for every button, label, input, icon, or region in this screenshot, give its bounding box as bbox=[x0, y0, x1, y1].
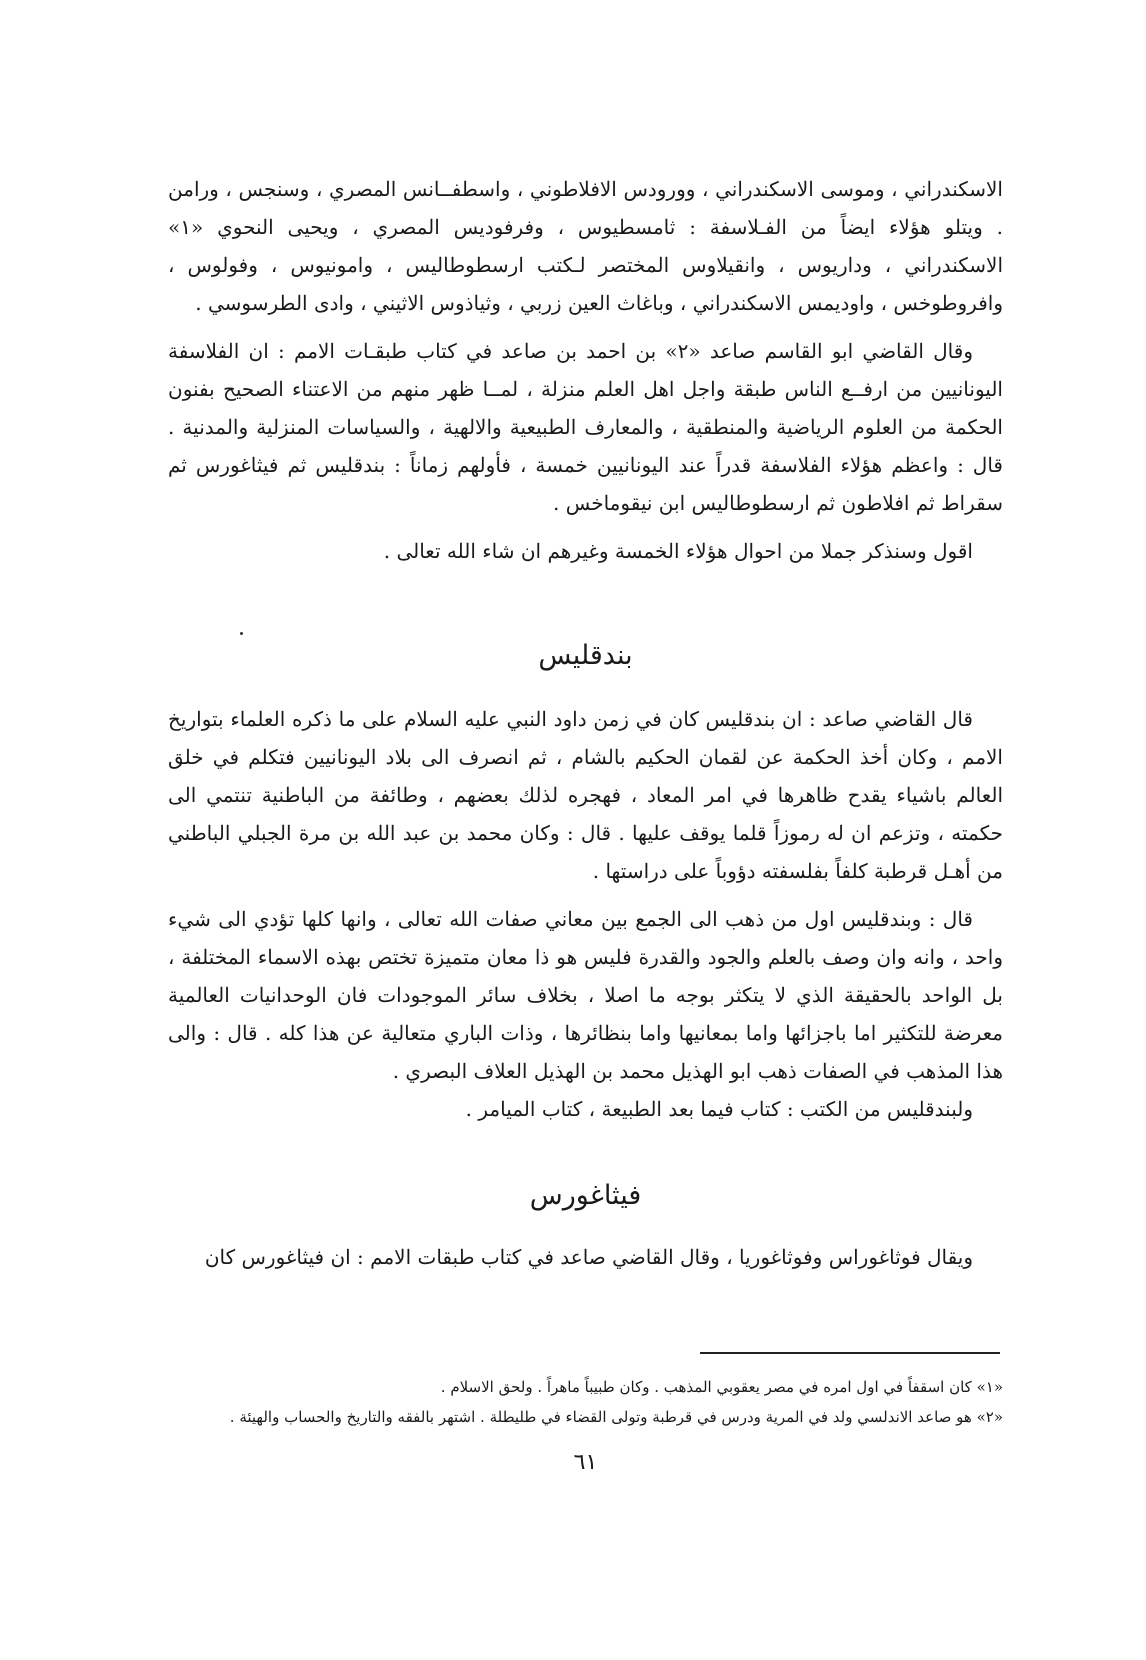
section-heading-empedocles: بندقليس bbox=[538, 640, 633, 671]
footnote-1: «١» كان اسقفاً في اول امره في مصر يعقوبي المذهب . وكان طبيباً ماهراً . ولحق الاسلام . bbox=[440, 1378, 1003, 1396]
section-1-paragraph-1: قال القاضي صاعد : ان بندقليس كان في زمن داود النبي عليه السلام على ما ذكره العلماء بتواريخ الامم ، وكان أخذ الحكمة عن لقمان الحكيم بالشام ، ثم انصرف الى بلاد اليونانيين فتكلم في خلق العالم باشياء يقدح ظاهرها في امر المعاد ، فهجره لذلك بعضهم ، وطائفة من الباطنية تنتمي الى حكمته ، وتزعم ان له رموزاً قلما يوقف عليها . قال : وكان محمد بن عبد الله بن مرة الجبلي الباطني من أهـل قرطبة كلفاً بفلسفته دؤوباً على دراستها . bbox=[168, 707, 1003, 883]
footnotes bbox=[168, 1372, 1003, 1432]
section-1-paragraph-3: ولبندقليس من الكتب : كتاب فيما بعد الطبيعة ، كتاب الميامر . bbox=[465, 1097, 973, 1121]
intro-paragraph-1: الاسكندراني ، وموسى الاسكندراني ، وورودس الافلاطوني ، واسطفــانس المصري ، وسنجس ، ورامن . ويتلو هؤلاء ايضاً من الفـلاسفة : ثامسطيوس ، وفرفوديس المصري ، ويحيى النحوي «١» الاسكندراني ، وداريوس ، وانقيلاوس المختصر لـكتب ارسطوطاليس ، وامونيوس ، وفولوس ، وافروطوخس ، واوديمس الاسكندراني ، وباغاث العين زربي ، وثياذوس الاثيني ، وادى الطرسوسي . bbox=[168, 177, 1003, 315]
section-heading-pythagoras: فيثاغورس bbox=[529, 1180, 642, 1211]
footnote-divider bbox=[700, 1352, 1000, 1354]
stray-mark bbox=[240, 632, 243, 635]
intro-paragraph-3: اقول وسنذكر جملا من احوال هؤلاء الخمسة وغيرهم ان شاء الله تعالى . bbox=[383, 539, 973, 563]
section-2-text bbox=[168, 1238, 1003, 1276]
page-number: ٦١ bbox=[573, 1450, 598, 1475]
intro-paragraph-2: وقال القاضي ابو القاسم صاعد «٢» بن احمد بن صاعد في كتاب طبقـات الامم : ان الفلاسفة اليونانيين من ارفــع الناس طبقة واجل اهل العلم منزلة ، لمــا ظهر منهم من الاعتناء الصحيح بفنون الحكمة من العلوم الرياضية والمنطقية ، والمعارف الطبيعية والالهية ، والسياسات المنزلية والمدنية . قال : واعظم هؤلاء الفلاسفة قدراً عند اليونانيين خمسة ، فأولهم زماناً : بندقليس ثم فيثاغورس ثم سقراط ثم افلاطون ثم ارسطوطاليس ابن نيقوماخس . bbox=[168, 339, 1003, 515]
footnote-2: «٢» هو صاعد الاندلسي ولد في المرية ودرس في قرطبة وتولى القضاء في طليطلة . اشتهر بالفقه والتاريخ والحساب والهيئة . bbox=[229, 1408, 1003, 1426]
section-1-text bbox=[168, 700, 1003, 1128]
section-1-paragraph-2: قال : وبندقليس اول من ذهب الى الجمع بين معاني صفات الله تعالى ، وانها كلها تؤدي الى شيء واحد ، وانه وان وصف بالعلم والجود والقدرة فليس هو ذا معان متميزة تختص بهذه الاسماء المختلفة ، بل الواحد بالحقيقة الذي لا يتكثر بوجه ما اصلا ، بخلاف سائر الموجودات فان الوحدانيات العالمية معرضة للتكثير اما باجزائها واما بمعانيها واما بنظائرها ، وذات الباري متعالية عن هذا كله . قال : والى هذا المذهب في الصفات ذهب ابو الهذيل محمد بن الهذيل العلاف البصري . bbox=[168, 907, 1003, 1083]
section-2-paragraph-1: ويقال فوثاغوراس وفوثاغوريا ، وقال القاضي صاعد في كتاب طبقات الامم : ان فيثاغورس كان bbox=[204, 1245, 973, 1269]
intro-text bbox=[168, 170, 1003, 570]
